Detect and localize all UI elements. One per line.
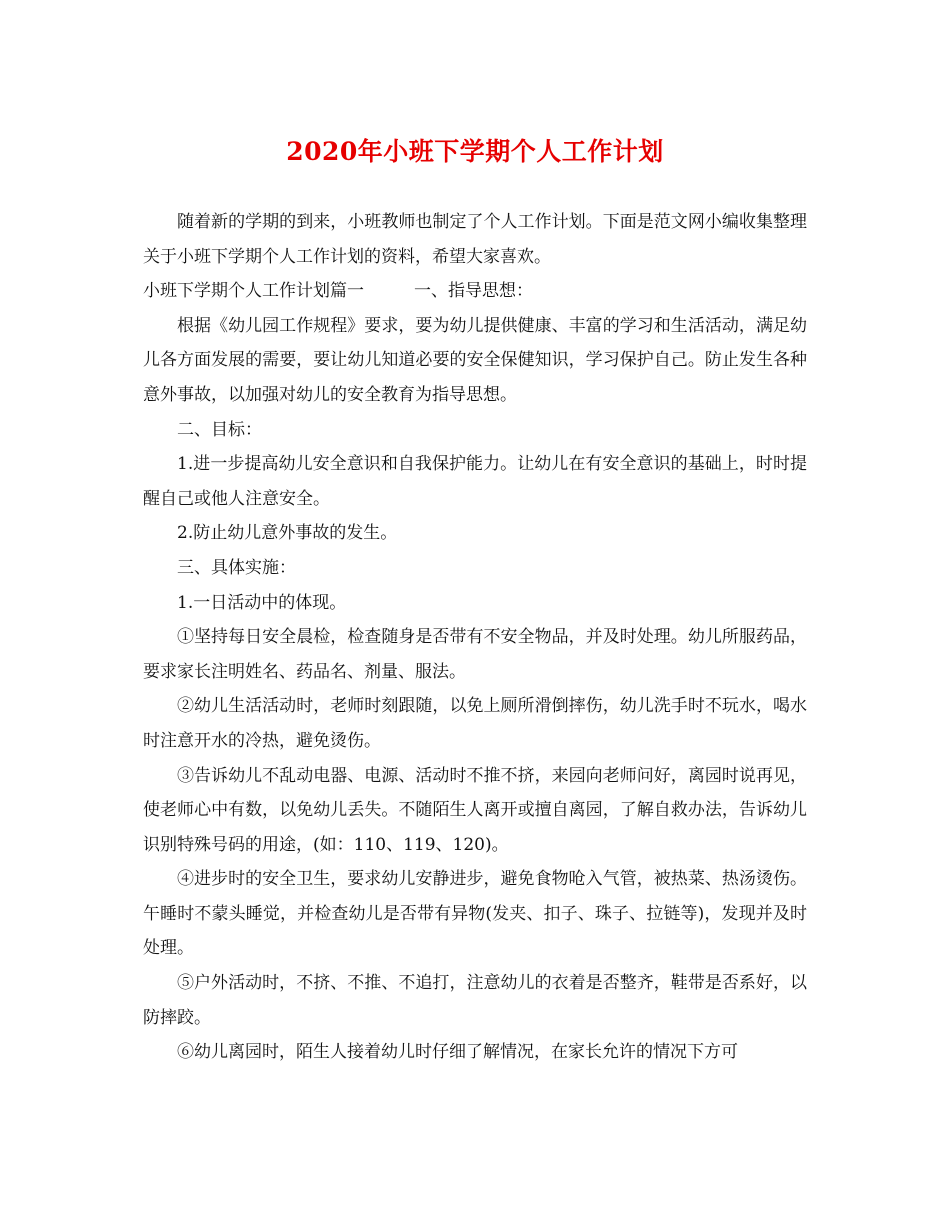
implementation-subitem-1: ①坚持每日安全晨检，检查随身是否带有不安全物品，并及时处理。幼儿所服药品，要求家长注明姓名、药品名、剂量、服法。 [143,627,807,682]
document-body [143,205,807,1070]
implementation-heading: 三、具体实施： [177,557,296,578]
implementation-subitem-5: ⑤户外活动时，不挤、不推、不追打，注意幼儿的衣着是否整齐，鞋带是否系好，以防摔跤。 [143,973,807,1028]
implementation-subitem-3: ③告诉幼儿不乱动电器、电源、活动时不推不挤，来园向老师问好，离园时说再见，使老师心中有数，以免幼儿丢失。不随陌生人离开或擅自离园，了解自救办法，告诉幼儿识别特殊号码的用途，(如：110、119、120)。 [143,765,807,855]
section-heading-title: 小班下学期个人工作计划篇一 [143,281,364,302]
section-heading [143,274,807,309]
section-heading-subtitle: 一、指导思想： [414,281,533,302]
intro-paragraph: 随着新的学期的到来，小班教师也制定了个人工作计划。下面是范文网小编收集整理关于小班下学期个人工作计划的资料，希望大家喜欢。 [143,212,807,267]
page-title: 2020年小班下学期个人工作计划 [286,137,664,166]
goal-item-1: 1.进一步提高幼儿安全意识和自我保护能力。让幼儿在有安全意识的基础上，时时提醒自己或他人注意安全。 [143,454,807,509]
implementation-subitem-6: ⑥幼儿离园时，陌生人接着幼儿时仔细了解情况，在家长允许的情况下方可 [177,1042,738,1063]
goals-heading: 二、目标： [177,419,262,440]
implementation-subitem-2: ②幼儿生活活动时，老师时刻跟随，以免上厕所滑倒摔伤，幼儿洗手时不玩水，喝水时注意开水的冷热，避免烫伤。 [143,696,807,751]
implementation-item-1: 1.一日活动中的体现。 [177,592,347,613]
guiding-principle-paragraph: 根据《幼儿园工作规程》要求，要为幼儿提供健康、丰富的学习和生活活动，满足幼儿各方面发展的需要，要让幼儿知道必要的安全保健知识，学习保护自己。防止发生各种意外事故，以加强对幼儿的安全教育为指导思想。 [143,315,807,405]
goal-item-2: 2.防止幼儿意外事故的发生。 [177,523,398,544]
implementation-subitem-4: ④进步时的安全卫生，要求幼儿安静进步，避免食物呛入气管，被热菜、热汤烫伤。午睡时不蒙头睡觉，并检查幼儿是否带有异物(发夹、扣子、珠子、拉链等)，发现并及时处理。 [143,869,807,959]
